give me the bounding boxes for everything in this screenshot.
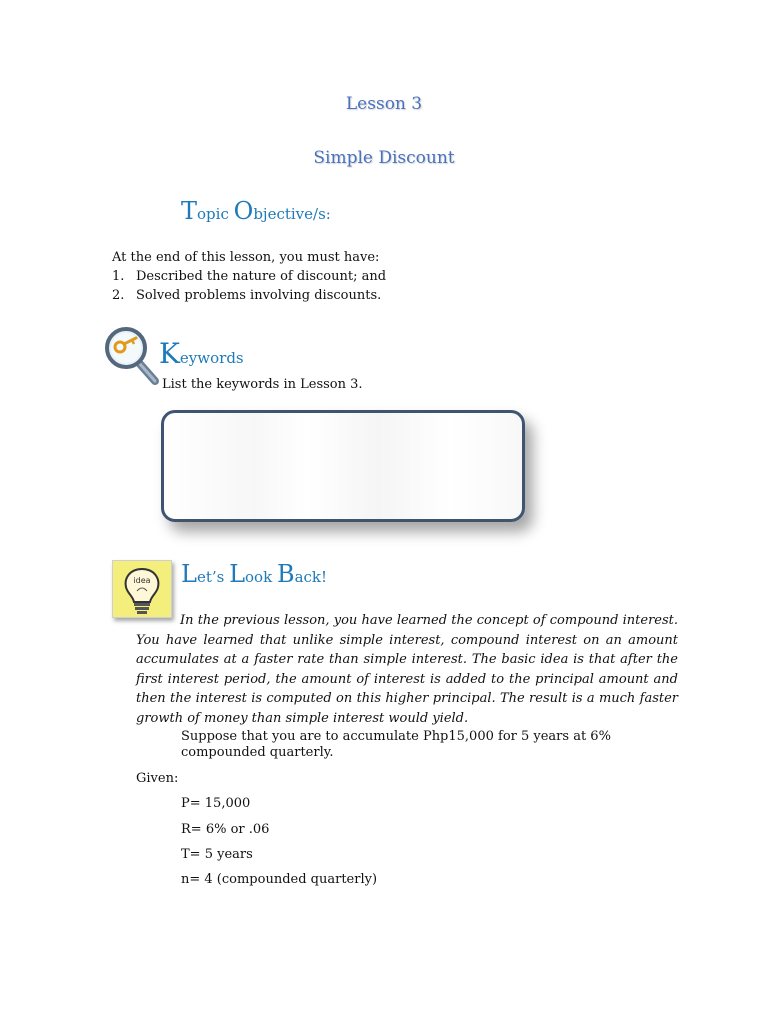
list-item: 2. Solved problems involving discounts. [112, 288, 382, 303]
lesson-title: Simple Discount [313, 148, 455, 168]
given-label: Given: [136, 771, 179, 786]
objectives-list [112, 248, 386, 305]
given-item: P= 15,000 [181, 796, 251, 811]
list-item: 1. Described the nature of discount; and [112, 269, 387, 284]
keywords-answer-box[interactable] [161, 410, 525, 522]
lesson-number: Lesson 3 [345, 94, 423, 114]
given-item: R= 6% or .06 [181, 822, 270, 837]
given-item: n= 4 (compounded quarterly) [181, 872, 378, 887]
objectives-heading: Topic Objective/s: [181, 197, 331, 225]
keywords-heading: Keywords [159, 337, 244, 370]
example-problem: Suppose that you are to accumulate Php15,000 for 5 years at 6% compounded quarterly. [181, 729, 611, 760]
keywords-instruction: List the keywords in Lesson 3. [162, 377, 363, 392]
given-item: T= 5 years [181, 847, 253, 862]
magnifier-key-icon [103, 326, 159, 386]
svg-text:idea: idea [133, 576, 151, 585]
objectives-intro: At the end of this lesson, you must have: [112, 250, 380, 265]
lightbulb-icon [112, 560, 172, 618]
look-back-paragraph: In the previous lesson, you have learned the concept of compound interest. You have learned that unlike simple interest, compound interest on an amount accumulates at a faster rate than simple interest. The basic idea is that after the first interest period, the amount of interest is added to the principal amount and then the interest is computed on this higher principal. The result is a much faster growth of money than simple interest would yield. [136, 613, 678, 726]
look-back-heading: Let’s Look Back! [181, 560, 328, 588]
